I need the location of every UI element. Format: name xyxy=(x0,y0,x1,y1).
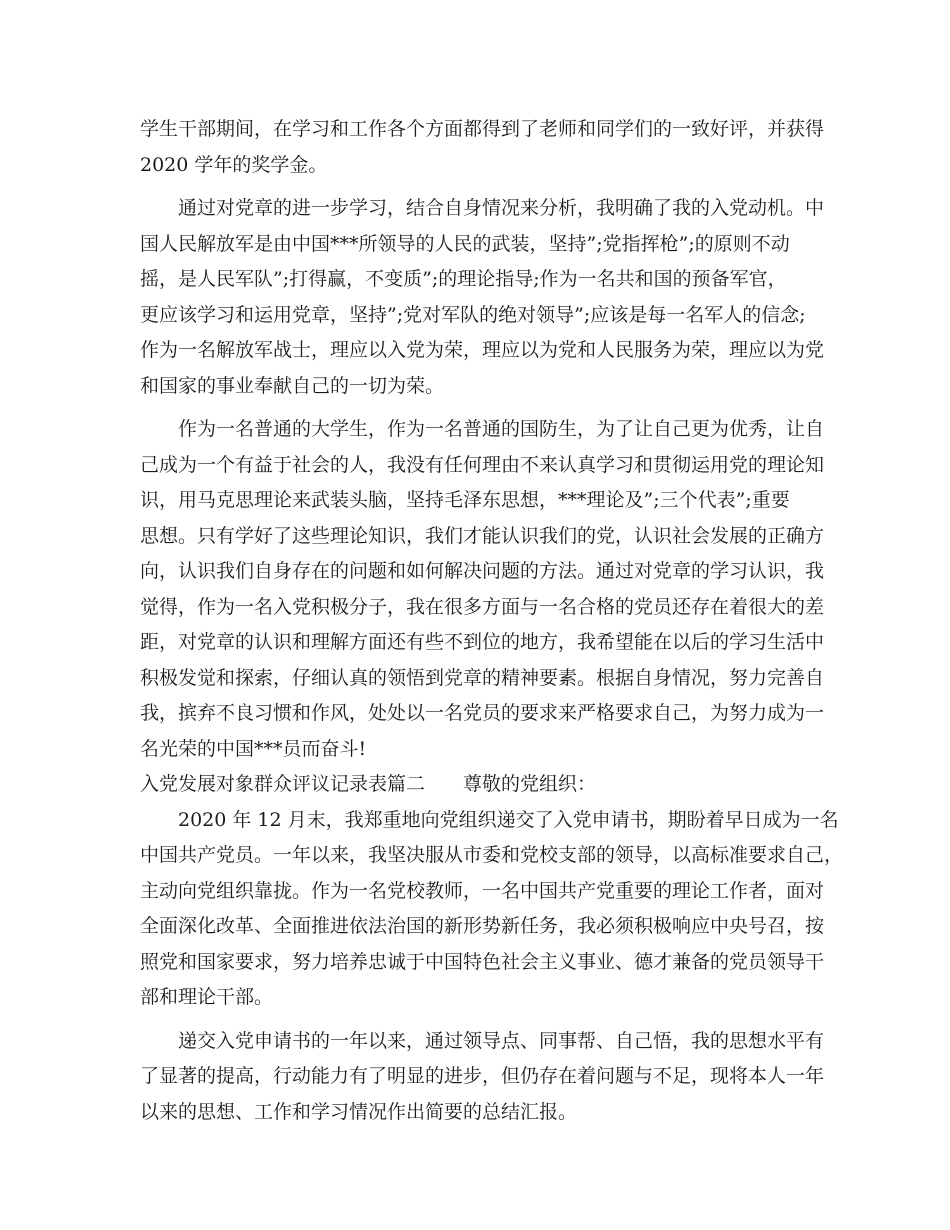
section-heading: 入党发展对象群众评议记录表篇二 尊敬的党组织： xyxy=(140,773,597,795)
text-line: 觉得，作为一名入党积极分子，我在很多方面与一名合格的党员还存在着很大的差 xyxy=(140,595,825,618)
text-line: 了显著的提高，行动能力有了明显的进步，但仍存在着问题与不足，现将本人一年 xyxy=(140,1065,825,1087)
text-line: 更应该学习和运用党章，坚持”;党对军队的绝对领导”;应该是每一名军人的信念; xyxy=(140,303,806,326)
text-line: 2020 学年的奖学金。 xyxy=(140,153,328,176)
text-line: 距，对党章的认识和理解方面还有些不到位的地方，我希望能在以后的学习生活中 xyxy=(140,631,825,653)
text-line: 向，认识我们自身存在的问题和如何解决问题的方法。通过对党章的学习认识，我 xyxy=(140,560,825,582)
text-line: 我，摈弃不良习惯和作风，处处以一名党员的要求来严格要求自己，为努力成为一 xyxy=(140,702,825,724)
paragraph-3 xyxy=(140,412,825,767)
text-line: 名光荣的中国***员而奋斗! xyxy=(140,737,367,760)
text-line: 照党和国家要求，努力培养忠诚于中国特色社会主义事业、德才兼备的党员领导干 xyxy=(140,950,825,973)
text-line: 思想。只有学好了这些理论知识，我们才能认识我们的党，认识社会发展的正确方 xyxy=(140,524,825,547)
text-line: 主动向党组织靠拢。作为一名党校教师，一名中国共产党重要的理论工作者，面对 xyxy=(140,879,825,902)
text-line: 己成为一个有益于社会的人，我没有任何理由不来认真学习和贯彻运用党的理论知 xyxy=(140,453,825,476)
paragraph-2 xyxy=(140,191,825,404)
text-line: 识，用马克思理论来武装头脑，坚持毛泽东思想，***理论及”;三个代表”;重要 xyxy=(140,489,790,511)
text-line: 以来的思想、工作和学习情况作出简要的总结汇报。 xyxy=(140,1100,578,1123)
text-line: 作为一名解放军战士，理应以入党为荣，理应以为党和人民服务为荣，理应以为党 xyxy=(140,339,825,361)
paragraph-5 xyxy=(140,1024,825,1131)
text-line: 全面深化改革、全面推进依法治国的新形势新任务，我必须积极响应中央号召，按 xyxy=(140,915,825,937)
text-line: 学生干部期间，在学习和工作各个方面都得到了老师和同学们的一致好评，并获得 xyxy=(140,118,825,140)
text-line: 和国家的事业奉献自己的一切为荣。 xyxy=(140,374,445,397)
text-line: 通过对党章的进一步学习，结合自身情况来分析，我明确了我的入党动机。中 xyxy=(178,197,825,219)
paragraph-1 xyxy=(140,112,825,183)
text-line: 作为一名普通的大学生，作为一名普通的国防生，为了让自己更为优秀，让自 xyxy=(178,418,825,440)
text-line: 2020 年 12 月末，我郑重地向党组织递交了入党申请书，期盼着早日成为一名 xyxy=(178,808,839,831)
paragraph-4 xyxy=(140,803,844,1016)
text-line: 摇，是人民军队”;打得赢，不变质”;的理论指导;作为一名共和国的预备军官， xyxy=(140,268,787,290)
text-line: 部和理论干部。 xyxy=(140,986,274,1008)
text-line: 积极发觉和探索，仔细认真的领悟到党章的精神要素。根据自身情况，努力完善自 xyxy=(140,666,825,689)
text-line: 递交入党申请书的一年以来，通过领导点、同事帮、自己悟，我的思想水平有 xyxy=(178,1029,825,1052)
text-line: 国人民解放军是由中国***所领导的人民的武装，坚持”;党指挥枪”;的原则不动 xyxy=(140,232,790,255)
text-line: 中国共产党员。一年以来，我坚决服从市委和党校支部的领导，以高标准要求自己， xyxy=(140,844,844,866)
